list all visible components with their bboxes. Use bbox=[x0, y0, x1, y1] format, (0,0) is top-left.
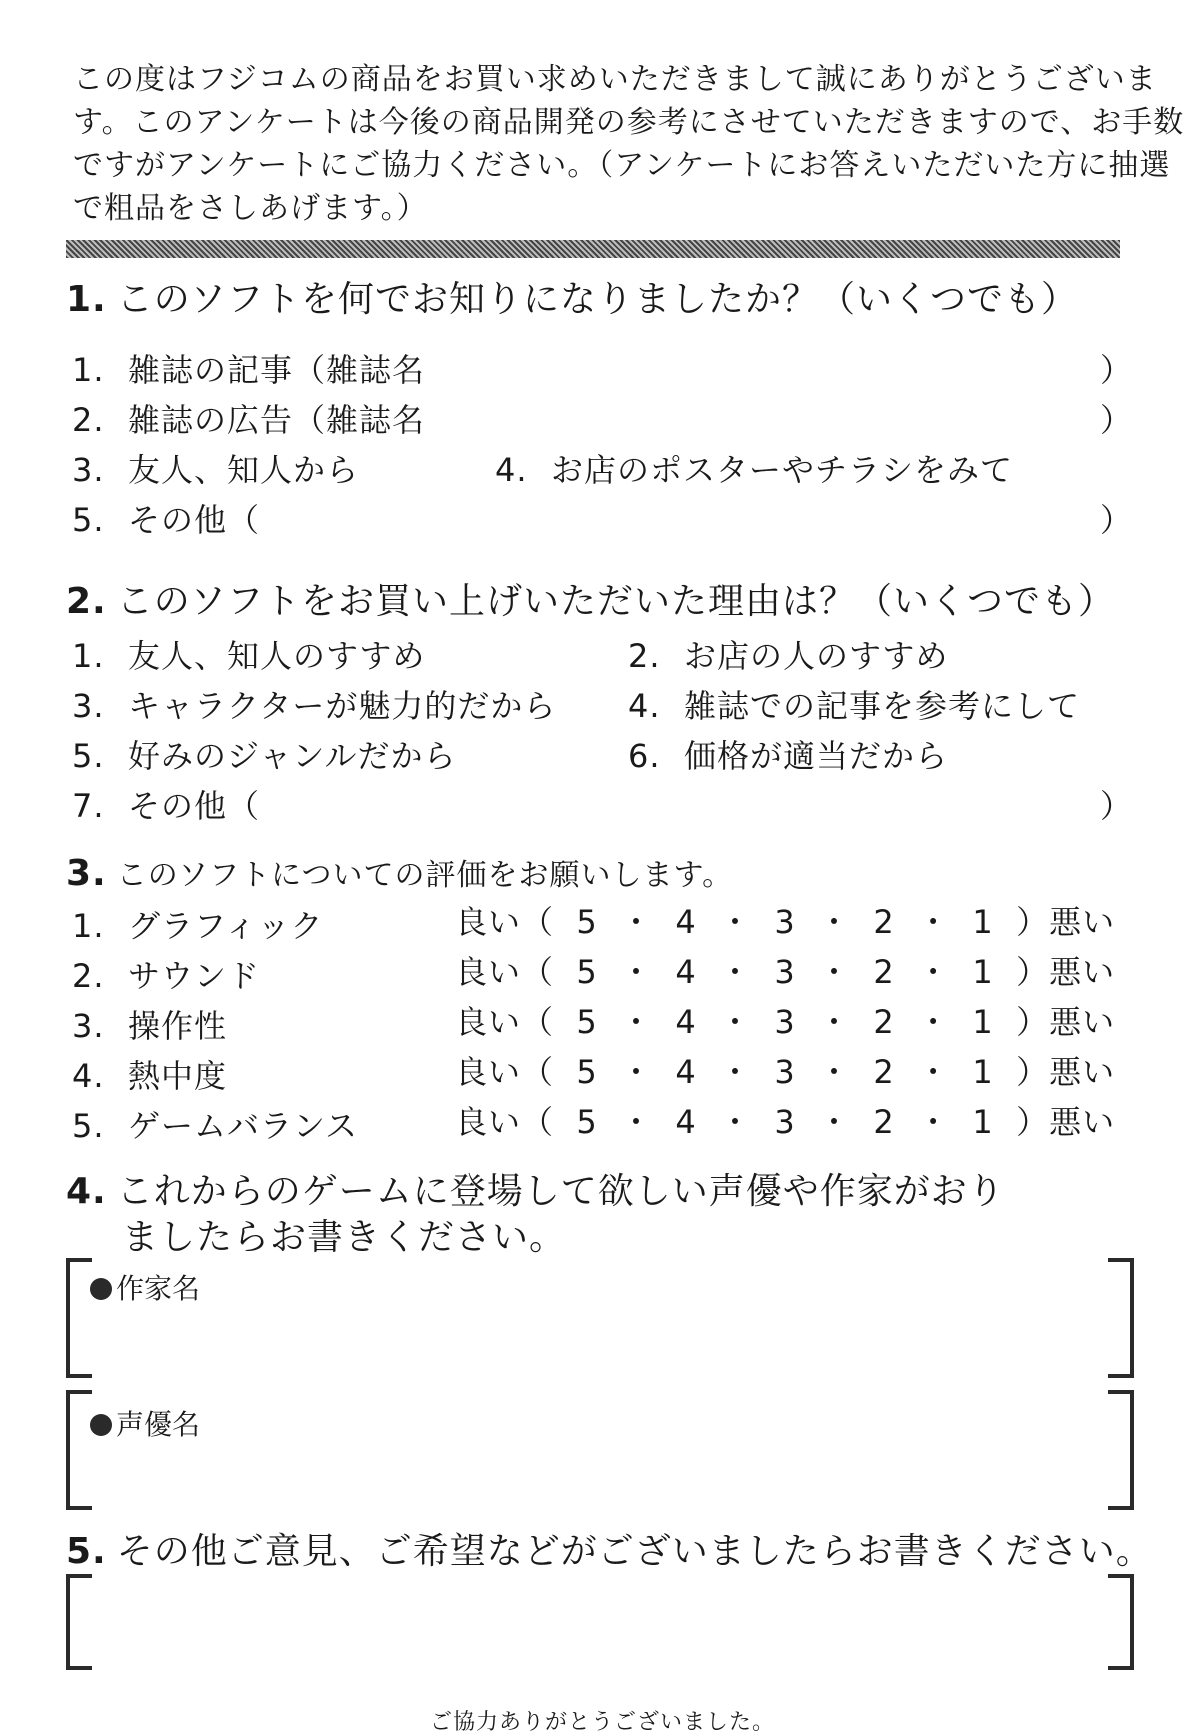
close-paren: ） bbox=[1100, 401, 1133, 439]
thanks-message: ご協力ありがとうございました。 bbox=[430, 1710, 776, 1735]
rating-separator: ・ bbox=[917, 903, 951, 941]
q3-rating-row bbox=[455, 1102, 1115, 1142]
option-label: 好みのジャンルだから bbox=[128, 737, 457, 775]
q5-heading bbox=[66, 1530, 1153, 1574]
option-number: 2. bbox=[628, 637, 661, 675]
q1-option-1[interactable] bbox=[72, 350, 425, 390]
rating-option[interactable]: 4 bbox=[675, 903, 697, 941]
bad-label: ）悪い bbox=[1016, 903, 1116, 941]
q3-rating-row bbox=[455, 952, 1115, 992]
rating-option[interactable]: 3 bbox=[774, 1103, 796, 1141]
author-name-input[interactable] bbox=[96, 1310, 1096, 1366]
item-number: 3. bbox=[72, 1007, 105, 1045]
rating-option[interactable]: 5 bbox=[576, 953, 598, 991]
rating-option[interactable]: 3 bbox=[774, 1003, 796, 1041]
rating-separator: ・ bbox=[917, 1053, 951, 1091]
left-bracket bbox=[66, 1258, 92, 1378]
bad-label: ）悪い bbox=[1016, 1103, 1116, 1141]
hatched-divider bbox=[66, 240, 1120, 258]
q1-option-3[interactable] bbox=[72, 450, 359, 490]
close-paren: ） bbox=[1100, 501, 1133, 539]
intro-line: ですがアンケートにご協力ください。（アンケートにお答えいただいた方に抽選 bbox=[73, 148, 1171, 183]
rating-option[interactable]: 5 bbox=[576, 1053, 598, 1091]
rating-option[interactable]: 3 bbox=[774, 1053, 796, 1091]
option-label: 雑誌での記事を参考にして bbox=[684, 687, 1081, 725]
item-label: サウンド bbox=[128, 957, 261, 995]
q4-title-line2: ましたらお書きください。 bbox=[122, 1217, 567, 1258]
good-label: 良い（ bbox=[455, 903, 555, 941]
author-field-label bbox=[90, 1272, 200, 1306]
item-number: 4. bbox=[72, 1057, 105, 1095]
rating-separator: ・ bbox=[620, 1103, 654, 1141]
q3-rating-row bbox=[455, 1052, 1115, 1092]
rating-option[interactable]: 4 bbox=[675, 1003, 697, 1041]
bad-label: ）悪い bbox=[1016, 1053, 1116, 1091]
option-label: 友人、知人から bbox=[128, 451, 360, 489]
item-label: 熱中度 bbox=[128, 1057, 228, 1095]
rating-option[interactable]: 2 bbox=[873, 953, 895, 991]
option-label: キャラクターが魅力的だから bbox=[128, 687, 557, 725]
good-label: 良い（ bbox=[455, 953, 555, 991]
close-paren: ） bbox=[1100, 787, 1133, 825]
q1-option-4[interactable] bbox=[495, 450, 1013, 490]
q1-number: 1. bbox=[66, 279, 107, 320]
bad-label: ）悪い bbox=[1016, 1003, 1116, 1041]
rating-option[interactable]: 1 bbox=[972, 1103, 994, 1141]
rating-separator: ・ bbox=[620, 953, 654, 991]
rating-separator: ・ bbox=[818, 1103, 852, 1141]
rating-option[interactable]: 3 bbox=[774, 903, 796, 941]
voice-actor-input[interactable] bbox=[96, 1444, 1096, 1500]
item-label: ゲームバランス bbox=[128, 1107, 359, 1145]
rating-separator: ・ bbox=[818, 953, 852, 991]
right-bracket bbox=[1108, 1258, 1134, 1378]
rating-separator: ・ bbox=[719, 1003, 753, 1041]
q2-option-5[interactable] bbox=[72, 736, 457, 776]
option-label: 価格が適当だから bbox=[684, 737, 949, 775]
close-paren: ） bbox=[1100, 351, 1133, 389]
q3-number: 3. bbox=[66, 853, 107, 894]
q3-item-4 bbox=[72, 1056, 227, 1096]
voice-label-text: 声優名 bbox=[116, 1408, 201, 1441]
item-label: 操作性 bbox=[128, 1007, 228, 1045]
voice-actor-field-label bbox=[90, 1408, 200, 1442]
q3-item-3 bbox=[72, 1006, 227, 1046]
item-number: 2. bbox=[72, 957, 105, 995]
rating-separator: ・ bbox=[818, 1003, 852, 1041]
option-label: 雑誌の広告（雑誌名 bbox=[128, 401, 426, 439]
good-label: 良い（ bbox=[455, 1103, 555, 1141]
q2-option-3[interactable] bbox=[72, 686, 556, 726]
rating-option[interactable]: 4 bbox=[675, 1053, 697, 1091]
rating-option[interactable]: 2 bbox=[873, 1003, 895, 1041]
rating-option[interactable]: 1 bbox=[972, 953, 994, 991]
q3-rating-row bbox=[455, 1002, 1115, 1042]
intro-line: この度はフジコムの商品をお買い求めいただきまして誠にありがとうございま bbox=[73, 62, 1157, 97]
option-label: お店のポスターやチラシをみて bbox=[551, 451, 1014, 489]
q3-item-1 bbox=[72, 906, 323, 946]
option-number: 4. bbox=[628, 687, 661, 725]
rating-option[interactable]: 2 bbox=[873, 1053, 895, 1091]
rating-separator: ・ bbox=[719, 953, 753, 991]
rating-option[interactable]: 3 bbox=[774, 953, 796, 991]
option-label: その他（ bbox=[128, 501, 261, 539]
q5-title: その他ご意見、ご希望などがございましたらお書きください。 bbox=[116, 1531, 1153, 1572]
rating-separator: ・ bbox=[620, 1003, 654, 1041]
q3-heading bbox=[66, 852, 733, 898]
option-number: 1. bbox=[72, 351, 105, 389]
q3-item-5 bbox=[72, 1106, 358, 1146]
good-label: 良い（ bbox=[455, 1053, 555, 1091]
q1-option-2[interactable] bbox=[72, 400, 425, 440]
rating-option[interactable]: 1 bbox=[972, 903, 994, 941]
rating-separator: ・ bbox=[620, 903, 654, 941]
bullet-icon bbox=[90, 1414, 112, 1436]
intro-line: で粗品をさしあげます。） bbox=[73, 191, 428, 226]
intro-line: す。このアンケートは今後の商品開発の参考にさせていただきますので、お手数 bbox=[73, 105, 1185, 140]
item-number: 1. bbox=[72, 907, 105, 945]
q4-heading bbox=[66, 1170, 1005, 1214]
option-number: 5. bbox=[72, 737, 105, 775]
bullet-icon bbox=[90, 1278, 112, 1300]
rating-separator: ・ bbox=[818, 903, 852, 941]
rating-option[interactable]: 4 bbox=[675, 953, 697, 991]
option-number: 7. bbox=[72, 787, 105, 825]
q4-title-line1: これからのゲームに登場して欲しい声優や作家がおり bbox=[116, 1171, 1005, 1212]
q5-number: 5. bbox=[66, 1531, 107, 1572]
right-bracket bbox=[1108, 1390, 1134, 1510]
rating-separator: ・ bbox=[719, 1053, 753, 1091]
option-number: 3. bbox=[72, 687, 105, 725]
rating-option[interactable]: 2 bbox=[873, 1103, 895, 1141]
option-number: 4. bbox=[495, 451, 528, 489]
option-label: 友人、知人のすすめ bbox=[128, 637, 426, 675]
rating-option[interactable]: 2 bbox=[873, 903, 895, 941]
q1-title: このソフトを何でお知りになりましたか？（いくつでも） bbox=[116, 279, 1079, 320]
option-number: 2. bbox=[72, 401, 105, 439]
option-label: その他（ bbox=[128, 787, 261, 825]
option-number: 6. bbox=[628, 737, 661, 775]
q2-option-1[interactable] bbox=[72, 636, 425, 676]
rating-option[interactable]: 4 bbox=[675, 1103, 697, 1141]
rating-option[interactable]: 5 bbox=[576, 903, 598, 941]
rating-option[interactable]: 5 bbox=[576, 1003, 598, 1041]
option-label: お店の人のすすめ bbox=[684, 637, 949, 675]
left-bracket bbox=[66, 1390, 92, 1510]
rating-separator: ・ bbox=[917, 1103, 951, 1141]
q2-option-6[interactable] bbox=[628, 736, 948, 776]
q2-number: 2. bbox=[66, 581, 107, 622]
rating-separator: ・ bbox=[917, 1003, 951, 1041]
q4-number: 4. bbox=[66, 1171, 107, 1212]
item-number: 5. bbox=[72, 1107, 105, 1145]
q2-option-2[interactable] bbox=[628, 636, 948, 676]
q2-option-7[interactable] bbox=[72, 786, 260, 826]
intro-paragraph bbox=[73, 58, 1185, 230]
bad-label: ）悪い bbox=[1016, 953, 1116, 991]
rating-option[interactable]: 1 bbox=[972, 1003, 994, 1041]
option-label: 雑誌の記事（雑誌名 bbox=[128, 351, 426, 389]
q3-rating-row bbox=[455, 902, 1115, 942]
q3-title: このソフトについての評価をお願いします。 bbox=[116, 858, 734, 893]
q1-option-5[interactable] bbox=[72, 500, 260, 540]
item-label: グラフィック bbox=[128, 907, 324, 945]
q3-item-2 bbox=[72, 956, 260, 996]
option-number: 3. bbox=[72, 451, 105, 489]
good-label: 良い（ bbox=[455, 1003, 555, 1041]
option-number: 1. bbox=[72, 637, 105, 675]
option-number: 5. bbox=[72, 501, 105, 539]
right-bracket bbox=[1108, 1574, 1134, 1670]
q1-heading bbox=[66, 278, 1078, 322]
rating-separator: ・ bbox=[719, 903, 753, 941]
rating-option[interactable]: 5 bbox=[576, 1103, 598, 1141]
comments-input[interactable] bbox=[96, 1582, 1096, 1654]
author-label-text: 作家名 bbox=[116, 1272, 201, 1305]
rating-separator: ・ bbox=[818, 1053, 852, 1091]
rating-separator: ・ bbox=[917, 953, 951, 991]
rating-option[interactable]: 1 bbox=[972, 1053, 994, 1091]
q2-heading bbox=[66, 580, 1115, 624]
left-bracket bbox=[66, 1574, 92, 1670]
rating-separator: ・ bbox=[620, 1053, 654, 1091]
rating-separator: ・ bbox=[719, 1103, 753, 1141]
q2-title: このソフトをお買い上げいただいた理由は？（いくつでも） bbox=[116, 581, 1116, 622]
q2-option-4[interactable] bbox=[628, 686, 1080, 726]
